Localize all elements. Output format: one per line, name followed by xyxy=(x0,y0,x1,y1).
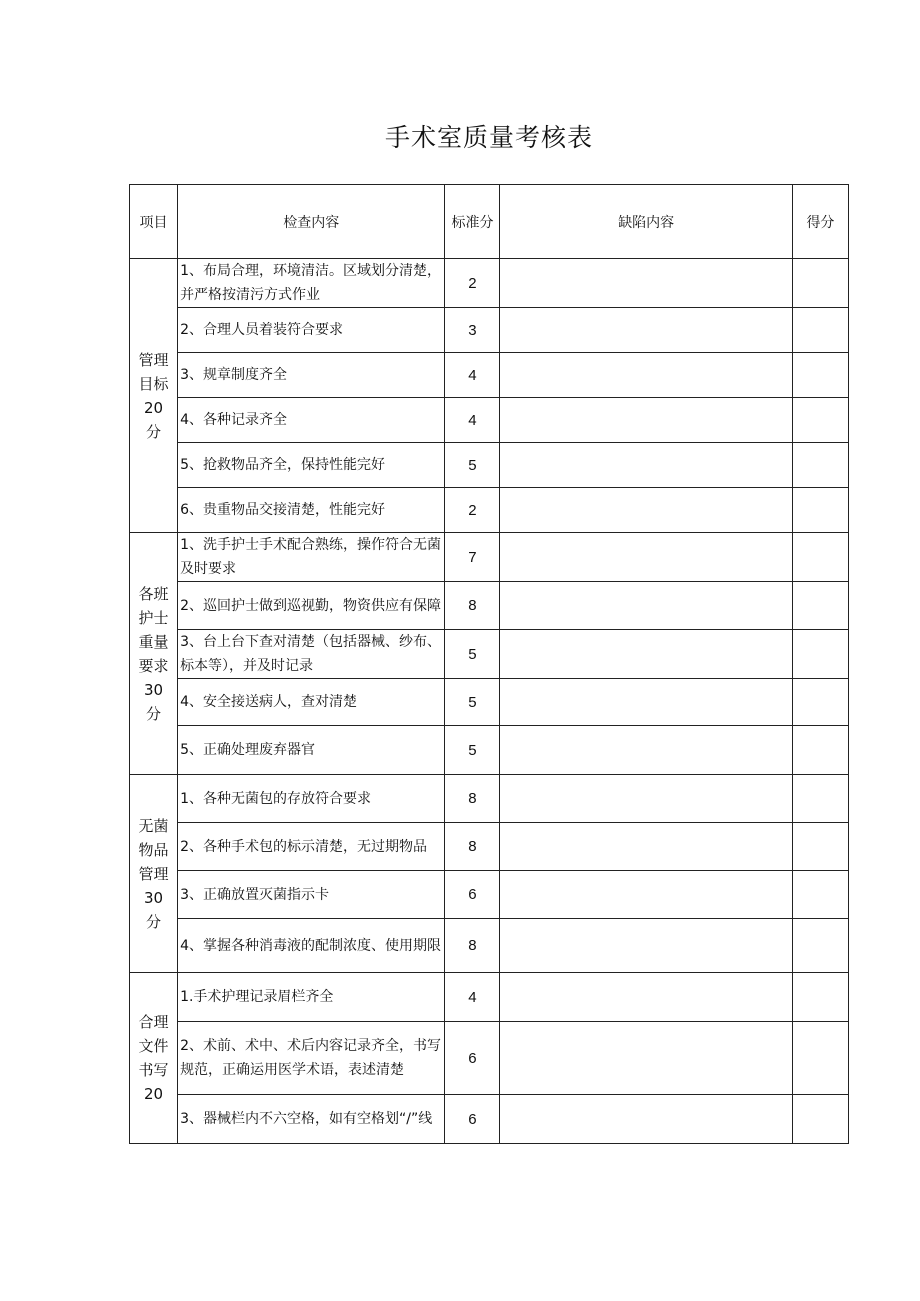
category-line: 书写 xyxy=(138,1061,169,1079)
table-row xyxy=(130,973,849,1022)
defects-cell[interactable] xyxy=(500,973,792,1022)
content-cell: 1、洗手护士手术配合熟练，操作符合无菌及时要求 xyxy=(178,533,445,582)
standard-score-cell: 6 xyxy=(445,871,500,919)
standard-score-cell: 2 xyxy=(445,488,500,533)
category-line: 物品 xyxy=(138,840,169,859)
score-cell[interactable] xyxy=(792,533,848,582)
category-line: 30 xyxy=(143,888,164,907)
defects-cell[interactable] xyxy=(500,726,792,775)
score-cell[interactable] xyxy=(792,630,848,679)
content-cell: 1、各种无菌包的存放符合要求 xyxy=(178,775,445,823)
table-row xyxy=(130,488,849,533)
header-item: 项目 xyxy=(130,185,178,259)
defects-cell[interactable] xyxy=(500,582,792,630)
standard-score-cell: 3 xyxy=(445,308,500,353)
standard-score-cell: 7 xyxy=(445,533,500,582)
content-cell: 3、规章制度齐全 xyxy=(178,353,445,398)
defects-cell[interactable] xyxy=(500,871,792,919)
standard-score-cell: 5 xyxy=(445,726,500,775)
defects-cell[interactable] xyxy=(500,533,792,582)
score-cell[interactable] xyxy=(792,871,848,919)
score-cell[interactable] xyxy=(792,726,848,775)
category-line: 无菌 xyxy=(138,816,169,835)
content-cell: 1.手术护理记录眉栏齐全 xyxy=(178,973,445,1022)
category-line: 重量 xyxy=(138,632,169,651)
defects-cell[interactable] xyxy=(500,679,792,726)
score-cell[interactable] xyxy=(792,1022,848,1095)
table-row xyxy=(130,533,849,582)
category-line: 目标 xyxy=(138,374,169,393)
category-line: 分 xyxy=(146,704,162,723)
defects-cell[interactable] xyxy=(500,775,792,823)
table-row xyxy=(130,1022,849,1095)
defects-cell[interactable] xyxy=(500,823,792,871)
table-row xyxy=(130,398,849,443)
category-line: 文件 xyxy=(138,1037,169,1055)
standard-score-cell: 5 xyxy=(445,679,500,726)
category-line: 各班 xyxy=(138,584,169,603)
table-row xyxy=(130,582,849,630)
score-cell[interactable] xyxy=(792,488,848,533)
category-cell xyxy=(130,533,178,775)
score-cell[interactable] xyxy=(792,973,848,1022)
category-line: 20 xyxy=(143,398,164,417)
defects-cell[interactable] xyxy=(500,398,792,443)
header-score: 得分 xyxy=(792,185,848,259)
table-body xyxy=(130,259,849,1144)
standard-score-cell: 4 xyxy=(445,353,500,398)
category-line: 分 xyxy=(146,912,162,931)
content-cell: 2、术前、术中、术后内容记录齐全，书写规范，正确运用医学术语，表述清楚 xyxy=(178,1022,445,1095)
score-cell[interactable] xyxy=(792,679,848,726)
content-cell: 5、抢救物品齐全，保持性能完好 xyxy=(178,443,445,488)
table-row xyxy=(130,679,849,726)
table-row xyxy=(130,630,849,679)
table-row xyxy=(130,1095,849,1144)
score-cell[interactable] xyxy=(792,443,848,488)
score-cell[interactable] xyxy=(792,259,848,308)
table-row xyxy=(130,775,849,823)
assessment-table xyxy=(129,184,849,1144)
defects-cell[interactable] xyxy=(500,630,792,679)
standard-score-cell: 2 xyxy=(445,259,500,308)
header-content: 检查内容 xyxy=(178,185,445,259)
standard-score-cell: 6 xyxy=(445,1022,500,1095)
standard-score-cell: 4 xyxy=(445,973,500,1022)
standard-score-cell: 8 xyxy=(445,823,500,871)
content-cell: 1、布局合理，环境清洁。区域划分清楚，并严格按清污方式作业 xyxy=(178,259,445,308)
standard-score-cell: 8 xyxy=(445,582,500,630)
header-defects: 缺陷内容 xyxy=(500,185,792,259)
table-row xyxy=(130,308,849,353)
content-cell: 5、正确处理废弃器官 xyxy=(178,726,445,775)
table-row xyxy=(130,919,849,973)
score-cell[interactable] xyxy=(792,582,848,630)
category-line: 20 xyxy=(143,1085,164,1103)
category-line: 护士 xyxy=(138,608,169,627)
category-line: 管理 xyxy=(138,350,169,369)
standard-score-cell: 8 xyxy=(445,775,500,823)
content-cell: 3、正确放置灭菌指示卡 xyxy=(178,871,445,919)
defects-cell[interactable] xyxy=(500,353,792,398)
standard-score-cell: 5 xyxy=(445,443,500,488)
category-line: 分 xyxy=(146,422,162,441)
header-standard: 标准分 xyxy=(445,185,500,259)
content-cell: 2、合理人员着装符合要求 xyxy=(178,308,445,353)
category-cell xyxy=(130,259,178,533)
content-cell: 4、安全接送病人，查对清楚 xyxy=(178,679,445,726)
standard-score-cell: 4 xyxy=(445,398,500,443)
content-cell: 4、掌握各种消毒液的配制浓度、使用期限 xyxy=(178,919,445,973)
defects-cell[interactable] xyxy=(500,1095,792,1144)
defects-cell[interactable] xyxy=(500,259,792,308)
score-cell[interactable] xyxy=(792,1095,848,1144)
content-cell: 2、巡回护士做到巡视勤，物资供应有保障 xyxy=(178,582,445,630)
page-title: 手术室质量考核表 xyxy=(384,123,593,152)
content-cell: 2、各种手术包的标示清楚，无过期物品 xyxy=(178,823,445,871)
defects-cell[interactable] xyxy=(500,1022,792,1095)
standard-score-cell: 6 xyxy=(445,1095,500,1144)
defects-cell[interactable] xyxy=(500,919,792,973)
standard-score-cell: 5 xyxy=(445,630,500,679)
score-cell[interactable] xyxy=(792,919,848,973)
table-row xyxy=(130,443,849,488)
table-row xyxy=(130,353,849,398)
content-cell: 4、各种记录齐全 xyxy=(178,398,445,443)
score-cell[interactable] xyxy=(792,823,848,871)
content-cell: 3、台上台下查对清楚（包括器械、纱布、标本等），并及时记录 xyxy=(178,630,445,679)
score-cell[interactable] xyxy=(792,775,848,823)
category-line: 要求 xyxy=(138,656,169,675)
table-row xyxy=(130,259,849,308)
table-row xyxy=(130,726,849,775)
table-row xyxy=(130,871,849,919)
score-cell[interactable] xyxy=(792,398,848,443)
standard-score-cell: 8 xyxy=(445,919,500,973)
table-row xyxy=(130,823,849,871)
category-line: 管理 xyxy=(138,864,169,883)
category-line: 合理 xyxy=(138,1013,169,1031)
content-cell: 6、贵重物品交接清楚，性能完好 xyxy=(178,488,445,533)
category-line: 30 xyxy=(143,680,164,699)
category-cell xyxy=(130,775,178,973)
defects-cell[interactable] xyxy=(500,443,792,488)
content-cell: 3、器械栏内不六空格，如有空格划“/”线 xyxy=(178,1095,445,1144)
category-cell xyxy=(130,973,178,1144)
header-row xyxy=(130,185,849,259)
defects-cell[interactable] xyxy=(500,488,792,533)
defects-cell[interactable] xyxy=(500,308,792,353)
score-cell[interactable] xyxy=(792,353,848,398)
score-cell[interactable] xyxy=(792,308,848,353)
